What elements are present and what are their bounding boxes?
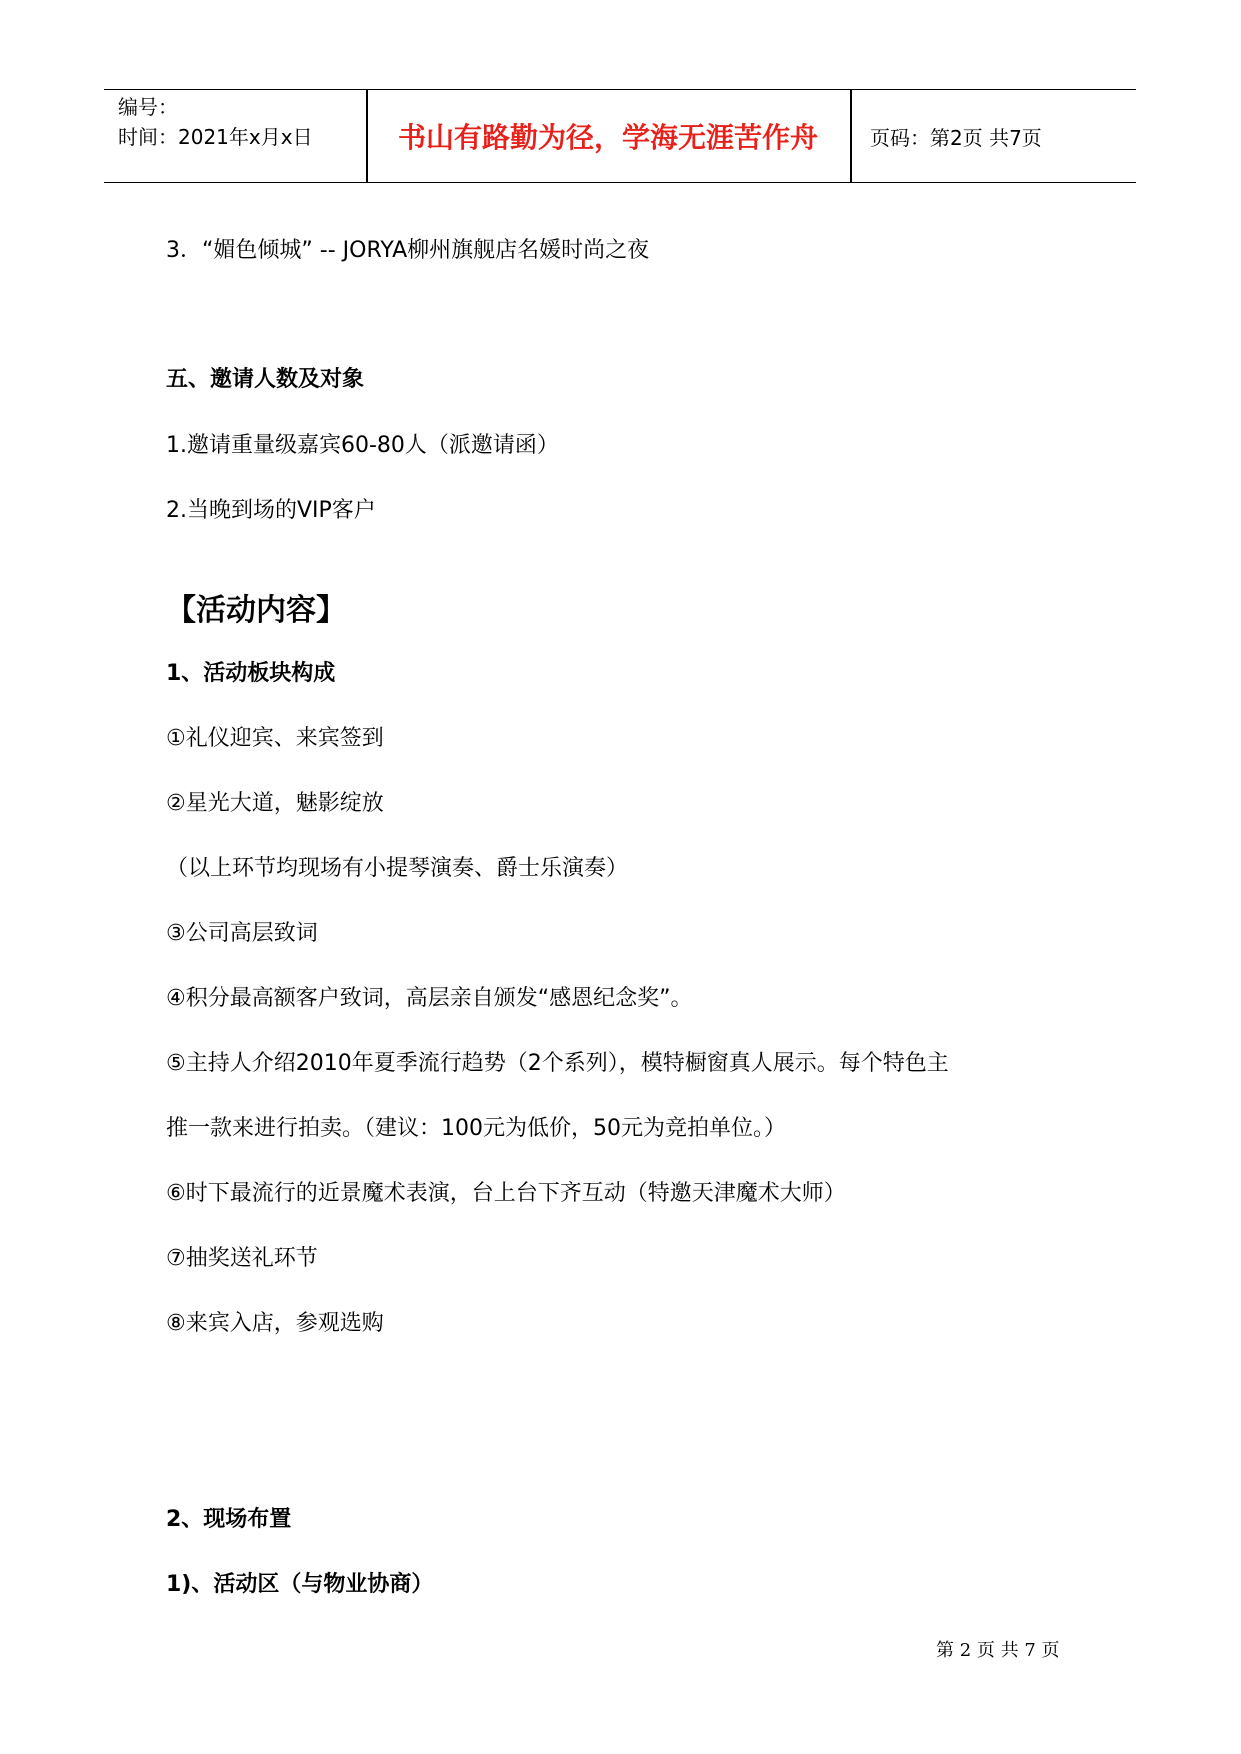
step-8: ⑧来宾入店，参观选购 [166, 1311, 384, 1336]
footer-page-number: 第 2 页 共 7 页 [936, 1640, 1060, 1661]
header-number-label: 编号： [118, 95, 178, 119]
section-5-title: 五、邀请人数及对象 [166, 367, 365, 392]
header-divider-right [850, 90, 852, 182]
item-3-title: 3．“媚色倾城” -- JORYA柳州旗舰店名媛时尚之夜 [166, 238, 650, 263]
step-4: ④积分最高额客户致词，高层亲自颁发“感恩纪念奖”。 [166, 986, 693, 1011]
activity-content-title: 【活动内容】 [166, 593, 346, 628]
sub-section-2-1-title: 1)、活动区（与物业协商） [166, 1572, 434, 1597]
header-motto: 书山有路勤为径，学海无涯苦作舟 [397, 121, 818, 154]
step-6: ⑥时下最流行的近景魔术表演，台上台下齐互动（特邀天津魔术大师） [166, 1181, 846, 1206]
invite-item-2: 2.当晚到场的VIP客户 [166, 498, 376, 523]
sub-section-1-title: 1、活动板块构成 [166, 661, 336, 686]
step-5-line-2: 推一款来进行拍卖。（建议：100元为低价，50元为竞拍单位。） [166, 1116, 786, 1141]
step-2: ②星光大道，魅影绽放 [166, 791, 384, 816]
sub-section-2-title: 2、现场布置 [166, 1507, 292, 1532]
invite-item-1: 1.邀请重量级嘉宾60-80人（派邀请函） [166, 433, 559, 458]
step-note: （以上环节均现场有小提琴演奏、爵士乐演奏） [166, 856, 629, 881]
page-header [104, 89, 1136, 183]
step-3: ③公司高层致词 [166, 921, 318, 946]
header-page-label: 页码：第2页 共7页 [870, 125, 1042, 150]
header-meta [118, 92, 313, 152]
step-5-line-1: ⑤主持人介绍2010年夏季流行趋势（2个系列），模特橱窗真人展示。每个特色主 [166, 1051, 949, 1076]
step-1: ①礼仪迎宾、来宾签到 [166, 726, 384, 751]
step-7: ⑦抽奖送礼环节 [166, 1246, 318, 1271]
header-time-label: 时间：2021年x月x日 [118, 125, 313, 149]
